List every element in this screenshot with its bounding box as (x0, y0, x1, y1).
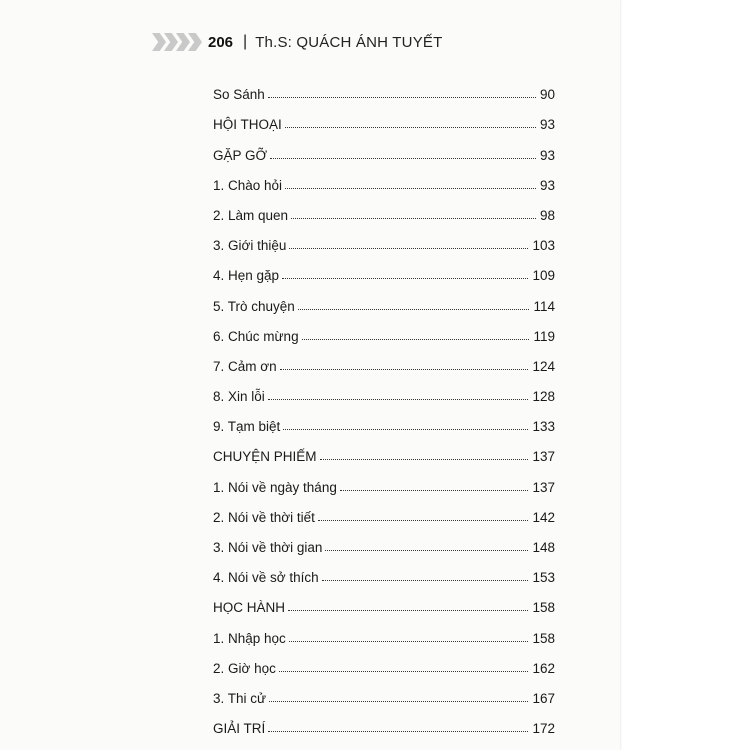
toc-entry (213, 163, 555, 193)
toc-entry (213, 253, 555, 283)
toc-entry-page: 103 (532, 238, 555, 254)
dot-leader (282, 278, 528, 279)
toc-entry (213, 344, 555, 374)
toc-entry-title: 2. Giờ học (213, 660, 276, 676)
dot-leader (280, 369, 529, 370)
toc-entry (213, 434, 555, 464)
toc-entry (213, 102, 555, 132)
toc-entry-title: CHUYỆN PHIẾM (213, 449, 317, 465)
dot-leader (298, 309, 530, 310)
toc-entry-page: 158 (532, 630, 555, 646)
toc-entry-title: 1. Chào hỏi (213, 177, 283, 193)
running-header (152, 30, 442, 54)
toc-entry-page: 142 (532, 509, 555, 525)
toc-entry (213, 495, 555, 525)
toc-entry-page: 90 (539, 87, 555, 103)
toc-entry-title: 1. Nói về ngày tháng (213, 479, 337, 495)
dot-leader (291, 218, 536, 219)
toc-entry-page: 162 (532, 660, 555, 676)
toc-entry (213, 283, 555, 313)
toc-entry-page: 148 (532, 540, 555, 555)
toc-entry-title: GIẢI TRÍ (213, 721, 266, 737)
toc-entry (213, 72, 555, 102)
dot-leader (320, 459, 529, 460)
toc-entry-page: 137 (532, 479, 555, 495)
toc-entry-title: 2. Nói về thời tiết (213, 509, 315, 525)
toc-entry-page: 109 (532, 268, 555, 284)
dot-leader (268, 731, 528, 732)
toc-entry-title: So Sánh (213, 87, 265, 103)
toc-entry (213, 676, 555, 706)
dot-leader (269, 701, 528, 702)
toc-entry-title: 3. Giới thiệu (213, 238, 287, 254)
chevron-ornament-icon (152, 33, 200, 51)
toc-entry-page: 119 (533, 328, 555, 344)
toc-entry (213, 706, 555, 736)
toc-entry (213, 374, 555, 404)
dot-leader (270, 158, 536, 159)
toc-entry-title: 6. Chúc mừng (213, 328, 299, 344)
dot-leader (283, 429, 528, 430)
dot-leader (322, 580, 529, 581)
toc-entry-title: 4. Nói về sở thích (213, 570, 319, 586)
dot-leader (268, 399, 529, 400)
dot-leader (302, 339, 530, 340)
dot-leader (340, 490, 529, 491)
toc-entry-page: 124 (532, 358, 555, 374)
toc-entry-page: 167 (532, 690, 555, 706)
toc-entry (213, 555, 555, 585)
toc-entry-title: HỌC HÀNH (213, 600, 286, 616)
toc-entry (213, 615, 555, 645)
toc-entry-page: 137 (532, 449, 555, 465)
toc-entry-title: 9. Tạm biệt (213, 419, 281, 435)
toc-entry (213, 193, 555, 223)
toc-entry (213, 132, 555, 162)
dot-leader (325, 550, 528, 551)
toc-entry (213, 314, 555, 344)
toc-entry (213, 585, 555, 615)
dot-leader (268, 97, 536, 98)
toc-entry-page: 93 (539, 177, 555, 193)
toc-entry-title: GẶP GỠ (213, 147, 268, 163)
toc-entry-page: 172 (532, 721, 555, 737)
toc-entry-page: 114 (533, 298, 555, 314)
author-name: Th.S: QUÁCH ÁNH TUYẾT (255, 33, 443, 51)
toc-entry (213, 223, 555, 253)
table-of-contents (213, 72, 555, 736)
toc-entry (213, 646, 555, 676)
dot-leader (318, 520, 529, 521)
toc-entry (213, 525, 555, 555)
toc-entry-page: 93 (539, 117, 555, 133)
toc-entry (213, 404, 555, 434)
toc-entry-title: 5. Trò chuyện (213, 298, 295, 314)
toc-entry-title: HỘI THOẠI (213, 117, 282, 133)
dot-leader (289, 248, 528, 249)
toc-entry (213, 464, 555, 494)
toc-entry-title: 7. Cảm ơn (213, 358, 277, 374)
dot-leader (279, 671, 529, 672)
toc-entry-title: 8. Xin lỗi (213, 389, 265, 405)
page-number: 206 (208, 33, 234, 51)
toc-entry-title: 2. Làm quen (213, 207, 289, 223)
toc-entry-title: 3. Thi cử (213, 690, 267, 706)
toc-entry-page: 158 (532, 600, 555, 616)
dot-leader (285, 127, 536, 128)
toc-entry-page: 98 (539, 207, 555, 223)
toc-entry-page: 133 (532, 419, 555, 435)
dot-leader (288, 610, 528, 611)
toc-entry-title: 1. Nhập học (213, 630, 286, 646)
toc-entry-title: 3. Nói về thời gian (213, 540, 323, 555)
toc-entry-page: 128 (532, 389, 555, 405)
dot-leader (289, 641, 529, 642)
toc-entry-title: 4. Hẹn gặp (213, 268, 280, 284)
header-separator: | (243, 33, 248, 50)
dot-leader (285, 188, 536, 189)
toc-entry-page: 153 (532, 570, 555, 586)
toc-entry-page: 93 (539, 147, 555, 163)
